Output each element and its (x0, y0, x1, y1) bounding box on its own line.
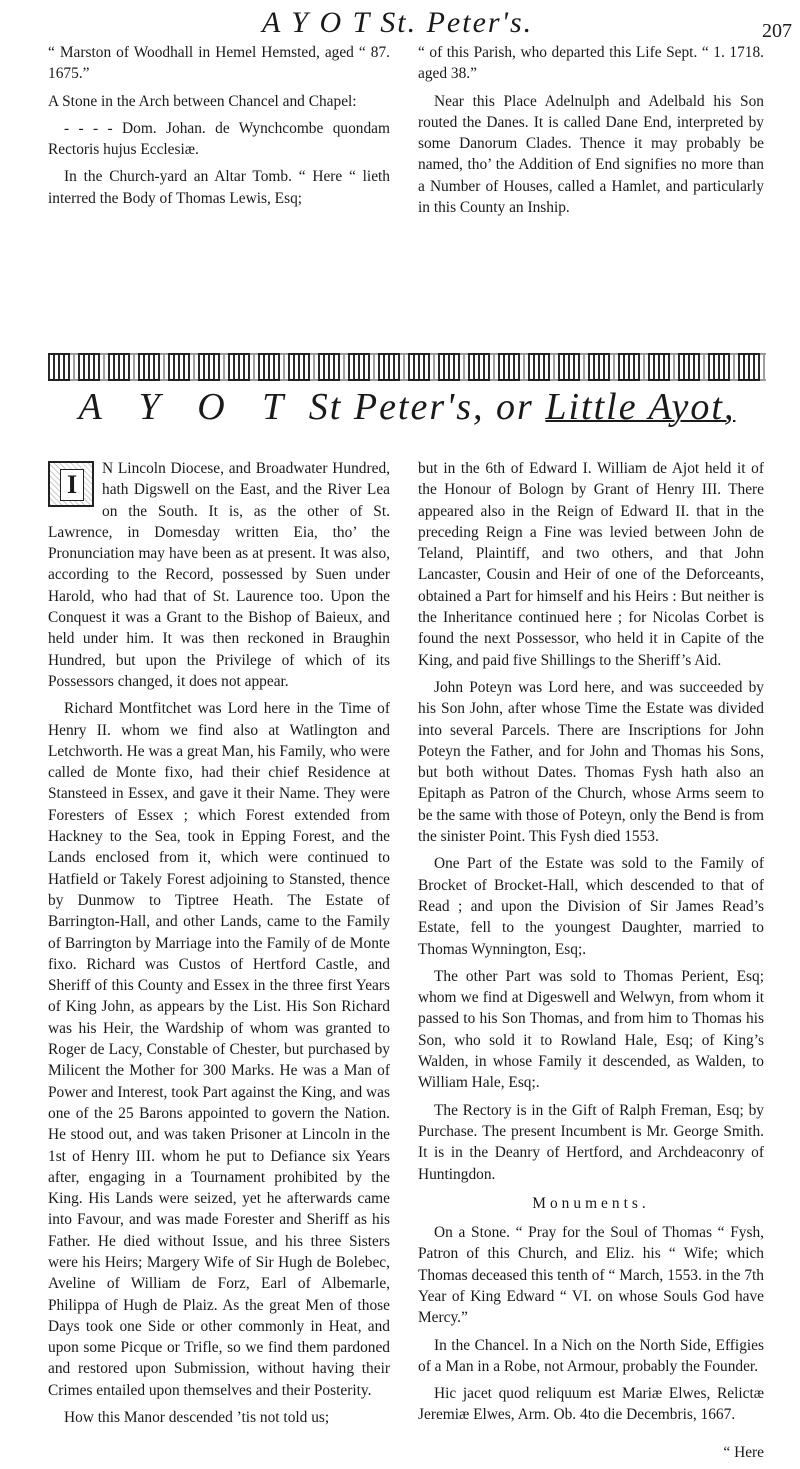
running-title: A Y O T St. Peter's. (262, 6, 534, 39)
paragraph-dane-end: Near this Place Adelnulph and Adelbald his Son routed the Danes. It is called Dane End, interpreted by some Danorum Clades. Thence it may probably be named, tho’ the Addition of End signifies no more than a Number of Houses, called a Hamlet, and particularly in this County an Inship. (418, 92, 764, 217)
paragraph-rectory: The Rectory is in the Gift of Ralph Freman, Esq; by Purchase. The present Incumbent is Mr. George Smith. It is in the Deanry of Hertford, and Archdeaconry of Huntingdon. (418, 1101, 764, 1183)
paragraph-altar-tomb: In the Church-yard an Altar Tomb. “ Here “ lieth interred the Body of Thomas Lewis, Esq; (48, 168, 390, 207)
paragraph-perient: The other Part was sold to Thomas Perient, Esq; whom we find at Digeswell and Welwyn, from whom it passed to his Son Thomas, and from him to Thomas his Son, who sold it to Rowland Hale, Esq; of King’s Walden, in whose Family it descended, as Walden, to William Hale, Esq;. (418, 967, 764, 1092)
section-title-part2: St Peter's, or (308, 386, 534, 428)
drop-cap-letter: I (60, 469, 84, 501)
paragraph-brocket: One Part of the Estate was sold to the Family of Brocket of Brocket-Hall, which descended to that of Read ; and upon the Division of Sir James Read’s Estate, fell to the youngest Daughter, married to Thomas Wynnington, Esq;. (418, 855, 764, 958)
left-column (48, 458, 390, 1434)
top-left-column (48, 42, 390, 215)
inscription-elwes: Hic jacet quod reliquum est Mariæ Elwes, Relictæ Jeremiæ Elwes, Arm. Ob. 4to die Decembris, 1667. (418, 1385, 764, 1424)
drop-cap-ornament (48, 461, 94, 507)
paragraph-montfitchet: Richard Montfitchet was Lord here in the Time of Henry II. whom we find also at Watlington and Letchworth. He was a great Man, his Family, who were called de Monte fixo, had their chief Residence at Stansteed in Essex, and gave it their Name. They were Foresters of Essex ; which Forest extended from Hackney to the Sea, took in Epping Forest, and the Lands enclosed from it, which were continued to Hatfield or Takely Forest adjoining to Stansted, thence by Dunmow to Tiptree Heath. The Estate of Barrington-Hall, and other Lands, came to the Family of Barrington by Marriage into the Family of de Monte fixo. Richard was Custos of Hertford Castle, and Sheriff of this County and Essex in the three first Years of King John, as appears by the List. His Son Richard was his Heir, the Wardship of whom was granted to Roger de Lacy, Constable of Chester, but purchased by Milicent the Mother for 300 Marks. He was a Man of Power and Interest, took Part against the King, and was one of the 25 Barons appointed to govern the Nation. He stood out, and was taken Prisoner at Lincoln in the 1st of Henry III. whom he put to Defiance six Years after, engaging in a Tournament prohibited by the King. His Lands were seized, yet he afterwards came into Favour, and was made Forester and Sheriff as his Father. He died without Issue, and his three Sisters were his Heirs; Margery Wife of Sir Hugh de Bolebec, Aveline of William de Forz, Earl of Albemarle, Philippa of Hugh de Plaiz. As the great Men of those Days took one Side or other commonly in Heat, and upon some Picque or Trifle, so we find them pardoned and restored upon Submission, without having their Crimes entailed upon themselves and their Posterity. (48, 700, 390, 1399)
section-title-part3: Little Ayot, (545, 386, 736, 428)
right-column (418, 458, 764, 1469)
page-number: 207 (762, 20, 792, 42)
inscription-lewis-end: “ of this Parish, who departed this Life Sept. “ 1. 1718. aged 38.” (418, 44, 764, 83)
monuments-heading: Monuments. (532, 1194, 650, 1212)
paragraph-edward: but in the 6th of Edward I. William de Ajot held it of the Honour of Bologn by Grant of Henry III. There appeared also in the Reign of Edward II. that in the preceding Reign a Fine was levied between John de Teland, Plaintiff, and two others, and that John Lancaster, Cousin and Heir of one of the Deforceants, obtained a Part for himself and his Heirs : But neither is the Inheritance continued here ; for Nicolas Corbet is found the next Possessor, who held it in Capite of the King, and paid five Shillings to the Sheriff’s Aid. (418, 460, 764, 669)
inscription-wynchcombe: - - - - Dom. Johan. de Wynchcombe quondam Rectoris hujus Ecclesiæ. (48, 119, 390, 159)
section-title (48, 385, 766, 429)
paragraph-manor-descent: How this Manor descended ’tis not told us; (64, 1409, 330, 1427)
section-title-part1: A Y O T (78, 386, 298, 428)
top-right-column (418, 42, 764, 224)
inscription-marston: “ Marston of Woodhall in Hemel Hemsted, aged “ 87. 1675.” (48, 44, 390, 83)
paragraph-diocese: N Lincoln Diocese, and Broadwater Hundred, hath Digswell on the East, and the River Lea on the South. It is, as the other of St. Lawrence, in Domesday written Eia, tho’ the Pronunciation may have been as at present. It was also, according to the Record, possessed by Suen under Harold, who had that of St. Laurence too. Upon the Conquest it was a Grant to the Bishop of Baieux, and held under him. It was then reckoned in Braughin Hundred, but upon the Privilege of which of its Possessors changed, it does not appear. (48, 460, 390, 690)
decorative-border-ornament (48, 353, 766, 381)
paragraph-stone-arch: A Stone in the Arch between Chancel and Chapel: (48, 92, 357, 110)
paragraph-poteyn: John Poteyn was Lord here, and was succeeded by his Son John, after whose Time the Estate was divided into several Parcels. There are Inscriptions for John Poteyn the Father, and for John and Thomas his Sons, but both without Dates. Thomas Fysh hath also an Epitaph as Patron of the Church, whose Arms seem to be the same with those of Poteyn, only the Bend is from the sinister Point. This Fysh died 1553. (418, 678, 764, 846)
paragraph-chancel: In the Chancel. In a Nich on the North Side, Effigies of a Man in a Robe, not Armour, probably the Founder. (418, 1336, 764, 1375)
catchword: “ Here (723, 1443, 764, 1461)
inscription-fysh: On a Stone. “ Pray for the Soul of Thomas “ Fysh, Patron of this Church, and Eliz. his “ Wife; which Thomas deceased this tenth of “ March, 1553. in the 7th Year of King Edward “ VI. on whose Souls God have Mercy.” (418, 1224, 764, 1327)
